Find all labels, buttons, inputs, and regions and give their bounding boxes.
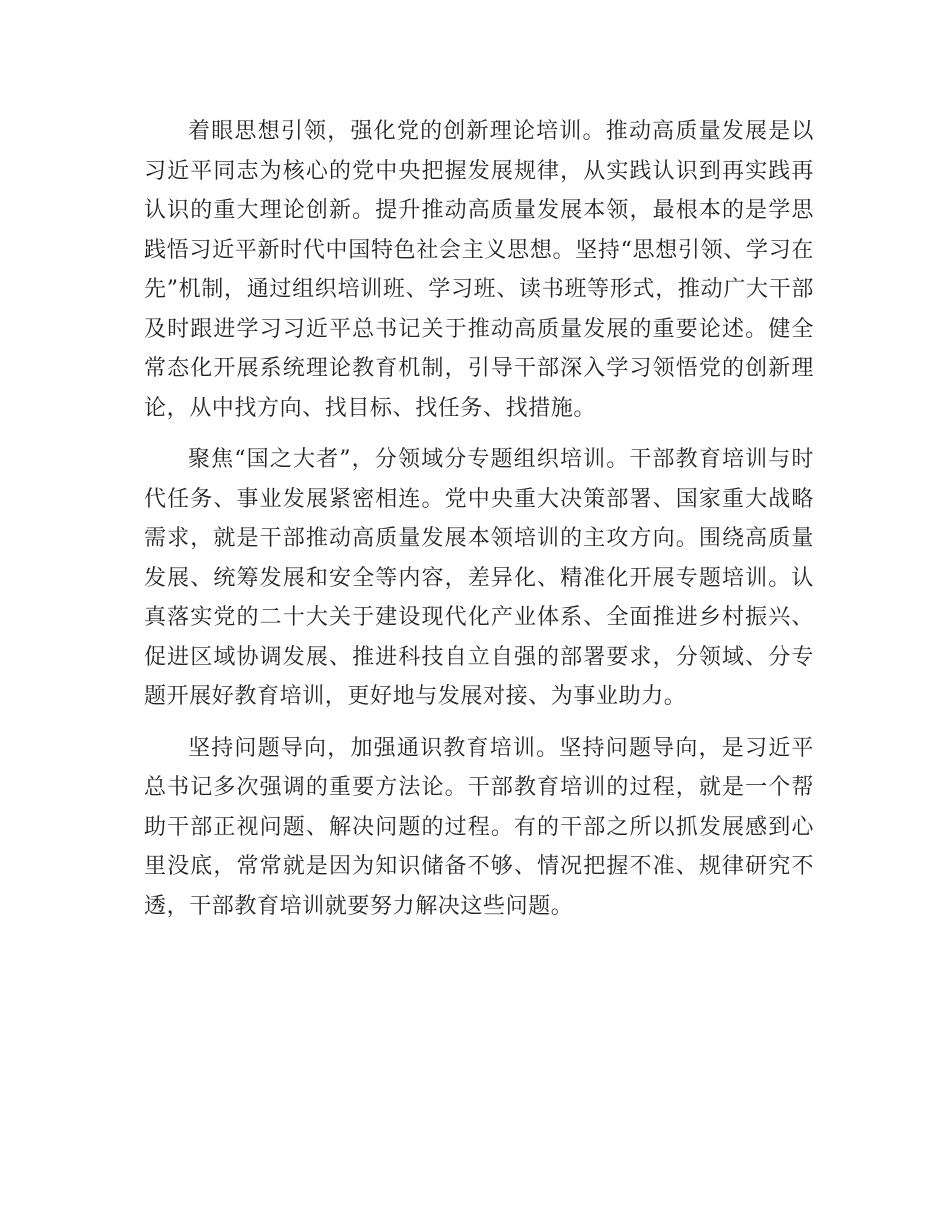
paragraph-problem-orientation: 坚持问题导向，加强通识教育培训。坚持问题导向，是习近平总书记多次强调的重要方法论。干部教育培训的过程，就是一个帮助干部正视问题、解决问题的过程。有的干部之所以抓发展感到心里没底，常常就是因为知识储备不够、情况把握不准、规律研究不透，干部教育培训就要努力解决这些问题。 — [144, 735, 814, 919]
document-body — [144, 112, 814, 938]
paragraph-ideological-guidance: 着眼思想引领，强化党的创新理论培训。推动高质量发展是以习近平同志为核心的党中央把握发展规律，从实践认识到再实践再认识的重大理论创新。提升推动高质量发展本领，最根本的是学思践悟习近平新时代中国特色社会主义思想。坚持“思想引领、学习在先”机制，通过组织培训班、学习班、读书班等形式，推动广大干部及时跟进学习习近平总书记关于推动高质量发展的重要论述。健全常态化开展系统理论教育机制，引导干部深入学习领悟党的创新理论，从中找方向、找目标、找任务、找措施。 — [144, 119, 814, 421]
paragraph-national-priorities: 聚焦“国之大者”，分领域分专题组织培训。干部教育培训与时代任务、事业发展紧密相连。党中央重大决策部署、国家重大战略需求，就是干部推动高质量发展本领培训的主攻方向。围绕高质量发展、统筹发展和安全等内容，差异化、精准化开展专题培训。认真落实党的二十大关于建设现代化产业体系、全面推进乡村振兴、促进区域协调发展、推进科技自立自强的部署要求，分领域、分专题开展好教育培训，更好地与发展对接、为事业助力。 — [144, 447, 814, 709]
